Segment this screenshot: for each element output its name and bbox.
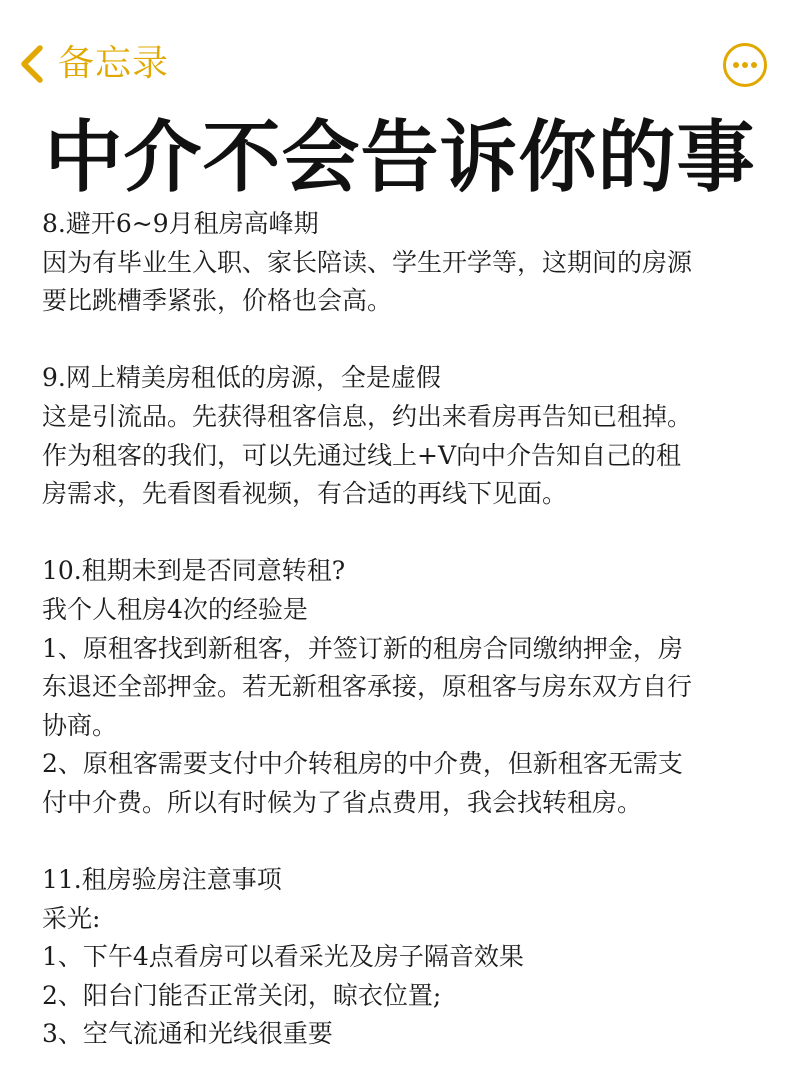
blank-line xyxy=(42,321,772,360)
more-icon xyxy=(722,42,768,88)
navigation-bar xyxy=(0,0,800,110)
note-body[interactable] xyxy=(42,205,772,1054)
note-title: 中介不会告诉你的事 xyxy=(44,113,756,203)
body-line: 付中介费。所以有时候为了省点费用，我会找转租房。 xyxy=(42,787,643,817)
body-line: 1、原租客找到新租客，并签订新的租房合同缴纳押金，房 xyxy=(42,633,683,663)
section-heading: 10.租期未到是否同意转租? xyxy=(42,556,346,586)
back-button[interactable] xyxy=(18,36,169,92)
body-line: 采光: xyxy=(42,903,101,933)
body-line: 我个人租房4次的经验是 xyxy=(42,594,308,624)
section-heading: 8.避开6~9月租房高峰期 xyxy=(42,209,319,238)
section-heading: 11.租房验房注意事项 xyxy=(42,865,282,895)
more-button[interactable] xyxy=(722,42,768,88)
section-heading: 9.网上精美房租低的房源，全是虚假 xyxy=(42,363,441,393)
body-line: 因为有毕业生入职、家长陪读、学生开学等，这期间的房源 xyxy=(42,247,693,277)
body-line: 3、空气流通和光线很重要 xyxy=(42,1019,333,1049)
body-line: 东退还全部押金。若无新租客承接，原租客与房东双方自行 xyxy=(42,672,693,702)
body-line: 2、阳台门能否正常关闭，晾衣位置; xyxy=(42,980,442,1010)
body-line: 房需求，先看图看视频，有合适的再线下见面。 xyxy=(42,479,568,509)
blank-line xyxy=(42,823,772,862)
body-line: 协商。 xyxy=(42,710,118,740)
body-line: 要比跳槽季紧张，价格也会高。 xyxy=(42,286,393,316)
chevron-left-icon xyxy=(18,44,44,84)
back-label: 备忘录 xyxy=(58,43,170,84)
body-line: 1、下午4点看房可以看采光及房子隔音效果 xyxy=(42,942,524,972)
body-line: 这是引流品。先获得租客信息，约出来看房再告知已租掉。 xyxy=(42,401,693,431)
body-line: 2、原租客需要支付中介转租房的中介费，但新租客无需支 xyxy=(42,749,683,779)
body-line: 作为租客的我们，可以先通过线上+V向中介告知自己的租 xyxy=(42,440,682,470)
blank-line xyxy=(42,514,772,553)
